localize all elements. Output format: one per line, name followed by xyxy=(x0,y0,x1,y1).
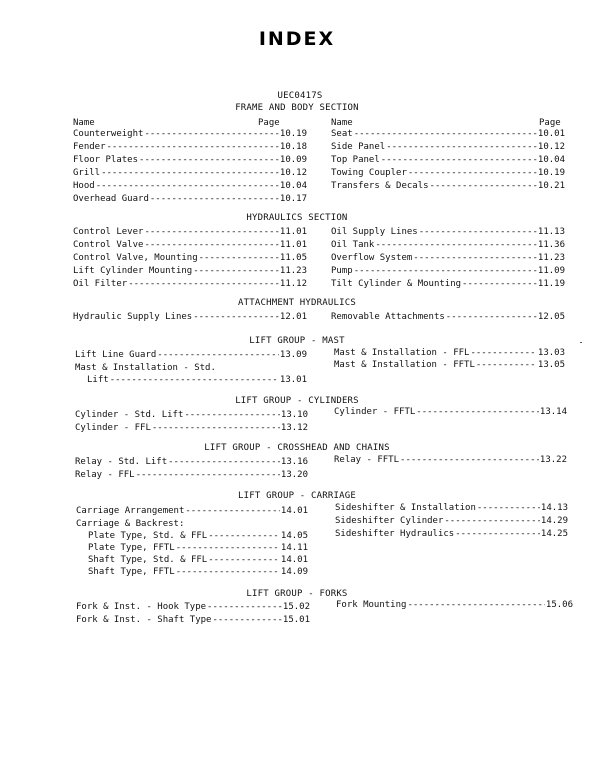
index-entry-fork-hook-type: Fork & Inst. - Hook Type ----- 15.02 xyxy=(76,601,310,613)
page-title: INDEX xyxy=(258,28,336,50)
section-heading-frame-body: FRAME AND BODY SECTION xyxy=(235,103,359,113)
section-heading-lift-mast: LIFT GROUP - MAST xyxy=(249,336,345,346)
index-entry-mast-installation-std-lift: Lift ----- 13.01 xyxy=(87,374,307,386)
index-entry-hood: Hood ----- 10.04 xyxy=(73,180,307,192)
index-entry-relay-std-lift: Relay - Std. Lift ----- 13.16 xyxy=(75,456,308,468)
index-entry-shaft-type-std-ffl: Shaft Type, Std. & FFL ----- 14.01 xyxy=(88,554,308,566)
section-heading-lift-cylinders: LIFT GROUP - CYLINDERS xyxy=(235,396,359,406)
index-entry-side-panel: Side Panel ----- 10.12 xyxy=(331,141,565,153)
index-entry-grill: Grill ----- 10.12 xyxy=(73,167,307,179)
section-heading-forks: LIFT GROUP - FORKS xyxy=(246,589,348,599)
section-heading-hydraulics: HYDRAULICS SECTION xyxy=(246,213,348,223)
section-heading-carriage: LIFT GROUP - CARRIAGE xyxy=(238,491,356,501)
index-entry-oil-supply-lines: Oil Supply Lines ----- 11.13 xyxy=(331,226,565,238)
index-entry-relay-ffl: Relay - FFL ----- 13.20 xyxy=(75,469,308,481)
index-entry-fork-shaft-type: Fork & Inst. - Shaft Type ----- 15.01 xyxy=(76,614,310,626)
index-entry-overhead-guard: Overhead Guard ----- 10.17 xyxy=(73,193,307,205)
index-entry-mast-installation-std-line1: Mast & Installation - Std. xyxy=(75,363,216,373)
index-entry-mast-installation-fftl: Mast & Installation - FFTL ----- 13.05 xyxy=(334,359,565,371)
index-entry-relay-fftl: Relay - FFTL ----- 13.22 xyxy=(334,454,567,466)
left-column-page-header: Page xyxy=(258,118,280,128)
index-entry-carriage-backrest: Carriage & Backrest: xyxy=(76,519,185,529)
left-column-name-header: Name xyxy=(73,118,95,128)
index-entry-counterweight: Counterweight ----- 10.19 xyxy=(73,128,307,140)
index-entry-cylinder-fftl: Cylinder - FFTL ----- 13.14 xyxy=(334,406,567,418)
scan-speck xyxy=(580,342,582,343)
index-entry-cylinder-ffl: Cylinder - FFL ----- 13.12 xyxy=(75,422,308,434)
right-column-page-header: Page xyxy=(539,118,561,128)
section-heading-attachment-hydraulics: ATTACHMENT HYDRAULICS xyxy=(238,298,356,308)
right-column-name-header: Name xyxy=(331,118,353,128)
index-entry-cylinder-std-lift: Cylinder - Std. Lift ----- 13.10 xyxy=(75,409,308,421)
index-entry-control-valve-mounting: Control Valve, Mounting ----- 11.05 xyxy=(73,252,307,264)
index-entry-towing-coupler: Towing Coupler ----- 10.19 xyxy=(331,167,565,179)
index-entry-lift-cylinder-mounting: Lift Cylinder Mounting ----- 11.23 xyxy=(73,265,307,277)
section-heading-crosshead-chains: LIFT GROUP - CROSSHEAD AND CHAINS xyxy=(204,443,390,453)
index-entry-sideshifter-cylinder: Sideshifter Cylinder ----- 14.29 xyxy=(335,515,568,527)
index-entry-lift-line-guard: Lift Line Guard ----- 13.09 xyxy=(75,349,307,361)
index-entry-shaft-type-fftl: Shaft Type, FFTL ----- 14.09 xyxy=(88,566,308,578)
index-entry-oil-filter: Oil Filter ----- 11.12 xyxy=(73,278,307,290)
index-entry-transfers-decals: Transfers & Decals ----- 10.21 xyxy=(331,180,565,192)
index-entry-plate-type-fftl: Plate Type, FFTL ----- 14.11 xyxy=(88,542,308,554)
index-entry-plate-type-std-ffl: Plate Type, Std. & FFL ----- 14.05 xyxy=(88,530,308,542)
index-entry-sideshifter-installation: Sideshifter & Installation ----- 14.13 xyxy=(335,502,568,514)
index-entry-top-panel: Top Panel ----- 10.04 xyxy=(331,154,565,166)
index-entry-overflow-system: Overflow System ----- 11.23 xyxy=(331,252,565,264)
index-entry-removable-attachments: Removable Attachments ----- 12.05 xyxy=(331,311,565,323)
index-entry-fork-mounting: Fork Mounting ----- 15.06 xyxy=(336,599,573,611)
index-entry-carriage-arrangement: Carriage Arrangement ----- 14.01 xyxy=(76,505,308,517)
index-entry-sideshifter-hydraulics: Sideshifter Hydraulics ----- 14.25 xyxy=(335,528,568,540)
index-entry-control-valve: Control Valve ----- 11.01 xyxy=(73,239,307,251)
index-entry-fender: Fender ----- 10.18 xyxy=(73,141,307,153)
index-entry-hydraulic-supply-lines: Hydraulic Supply Lines ----- 12.01 xyxy=(73,311,307,323)
index-entry-seat: Seat ----- 10.01 xyxy=(331,128,565,140)
index-entry-control-lever: Control Lever ----- 11.01 xyxy=(73,226,307,238)
index-entry-mast-installation-ffl: Mast & Installation - FFL ----- 13.03 xyxy=(334,347,565,359)
index-entry-tilt-cylinder-mounting: Tilt Cylinder & Mounting ----- 11.19 xyxy=(331,278,565,290)
index-entry-floor-plates: Floor Plates ----- 10.09 xyxy=(73,154,307,166)
index-entry-oil-tank: Oil Tank ----- 11.36 xyxy=(331,239,565,251)
index-entry-pump: Pump ----- 11.09 xyxy=(331,265,565,277)
document-id: UEC0417S xyxy=(277,91,323,101)
